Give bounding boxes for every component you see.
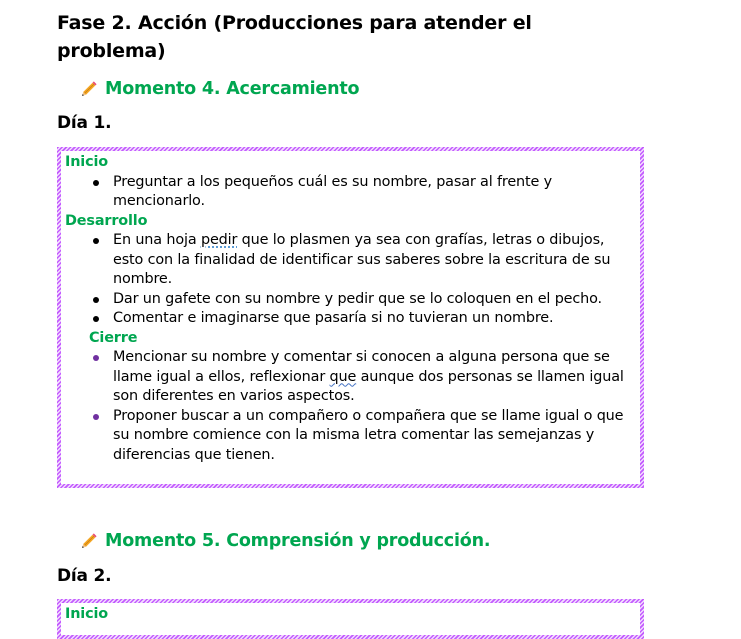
list-item: Dar un gafete con su nombre y pedir que se lo coloquen en el pecho. bbox=[113, 290, 630, 310]
pencil-icon bbox=[80, 80, 98, 98]
grammar-flag-word: pedir bbox=[200, 232, 238, 248]
text-run: aunque dos personas se llamen igual son diferentes en varios aspectos. bbox=[113, 368, 624, 404]
activity-box-day-2 bbox=[57, 599, 644, 639]
day-2-label: Día 2. bbox=[57, 566, 112, 586]
pencil-icon bbox=[80, 532, 98, 550]
moment-5-heading bbox=[80, 529, 490, 553]
moment-5-title: Momento 5. Comprensión y producción. bbox=[105, 531, 491, 551]
activity-box-day-1 bbox=[57, 147, 644, 488]
phase-title: Fase 2. Acción (Producciones para atender el problema) bbox=[57, 12, 532, 62]
desarrollo-list bbox=[65, 231, 630, 329]
grammar-flag-word: que bbox=[329, 368, 357, 385]
day-1-label: Día 1. bbox=[57, 113, 112, 133]
text-run: En una hoja bbox=[113, 232, 201, 248]
list-item: Proponer buscar a un compañero o compañera que se llame igual o que su nombre comience con la misma letra comentar las semejanzas y diferencias que tienen. bbox=[113, 407, 630, 466]
text-run: que lo plasmen ya sea con grafías, letras o dibujos, esto con la finalidad de identificar sus saberes sobre la escritura de su nombre. bbox=[113, 232, 611, 287]
moment-4-title: Momento 4. Acercamiento bbox=[105, 79, 360, 99]
inicio-list bbox=[65, 173, 630, 212]
list-item: Comentar e imaginarse que pasaría si no tuvieran un nombre. bbox=[113, 309, 630, 329]
list-item bbox=[113, 348, 630, 407]
section-desarrollo-heading: Desarrollo bbox=[65, 212, 148, 229]
section-inicio-heading: Inicio bbox=[65, 154, 108, 170]
moment-4-heading bbox=[80, 77, 359, 101]
section-inicio-heading: Inicio bbox=[65, 606, 108, 622]
list-item bbox=[113, 231, 630, 290]
list-item: Preguntar a los pequeños cuál es su nombre, pasar al frente y mencionarlo. bbox=[113, 173, 630, 212]
text-run: Mencionar su nombre y comentar si conocen a alguna persona que se llame igual a ellos, reflexionar bbox=[113, 349, 610, 385]
section-cierre-heading: Cierre bbox=[89, 329, 138, 346]
cierre-list bbox=[65, 348, 630, 465]
